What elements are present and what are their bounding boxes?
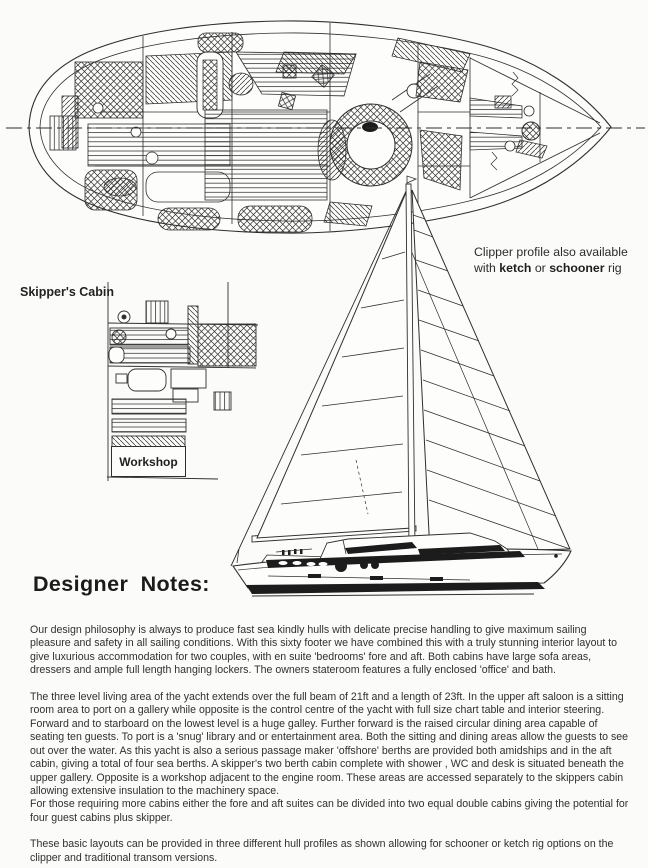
skippers-cabin-label: Skipper's Cabin bbox=[20, 285, 114, 299]
clipper-note-line1: Clipper profile also available bbox=[474, 245, 628, 259]
mainsail bbox=[257, 190, 412, 538]
note-ketch: ketch bbox=[499, 260, 532, 275]
note-rig: rig bbox=[604, 260, 622, 275]
workshop-room-box bbox=[111, 446, 186, 477]
notes-paragraph-2: The three level living area of the yacht extends over the full beam of 21ft and a length of 23ft. In the upper aft saloon is a sitting room area to port on a gallery while opposite is the control centre of the yacht with full size chart table and interior steering. Forward and to starboard on the lowest level is a huge galley. Further forward is the raised circular dining area capable of seating ten guests. To port is a 'snug' library and or entertainment area. Both the sitting and dining areas allow the guests to see out over the water. As this yacht is also a serious passage maker 'offshore' berths are provided both amidships and in the aft cabin, giving a total of four sea berths. A skipper's two berth cabin complete with shower , WC and desk is situated beneath the upper gallery. Opposite is a workshop adjacent to the engine room. These areas are accessed separately to the skippers cabin allowing extensive insulation to the machinery space. bbox=[30, 690, 629, 797]
notes-paragraph-1: Our design philosophy is always to produce fast sea kindly hulls with delicate precise handling to give maximum sailing pleasure and safety in all sailing conditions. With this sixty footer we have combined this with a truly stunning interior layout to give luxurious accommodation for two couples, with en suite 'bedrooms' fore and aft. Both cabins have large sofa areas, dressers and ample full length hanging lockers. The owners stateroom features a fully enclosed 'office' and bath. bbox=[30, 624, 618, 677]
note-or: or bbox=[531, 260, 550, 275]
clipper-profile-note bbox=[474, 245, 628, 276]
notes-paragraph-2b: For those requiring more cabins either the fore and aft suites can be divided into two equal double cabins giving the potential for four guest cabins plus skipper. bbox=[30, 798, 629, 824]
designer-notes-body bbox=[30, 624, 629, 868]
note-schooner: schooner bbox=[549, 260, 605, 275]
workshop-label: Workshop bbox=[119, 454, 178, 469]
clipper-note-line2 bbox=[474, 261, 622, 275]
designer-notes-heading: Designer Notes: bbox=[33, 572, 210, 596]
notes-paragraph-3: These basic layouts can be provided in three different hull profiles as shown allowing for schooner or ketch rig options on the clipper and traditional transom versions. bbox=[30, 838, 614, 864]
sailboat-profile-drawing bbox=[225, 170, 585, 618]
note-with: with bbox=[474, 260, 500, 275]
plan-companionway bbox=[197, 52, 223, 118]
